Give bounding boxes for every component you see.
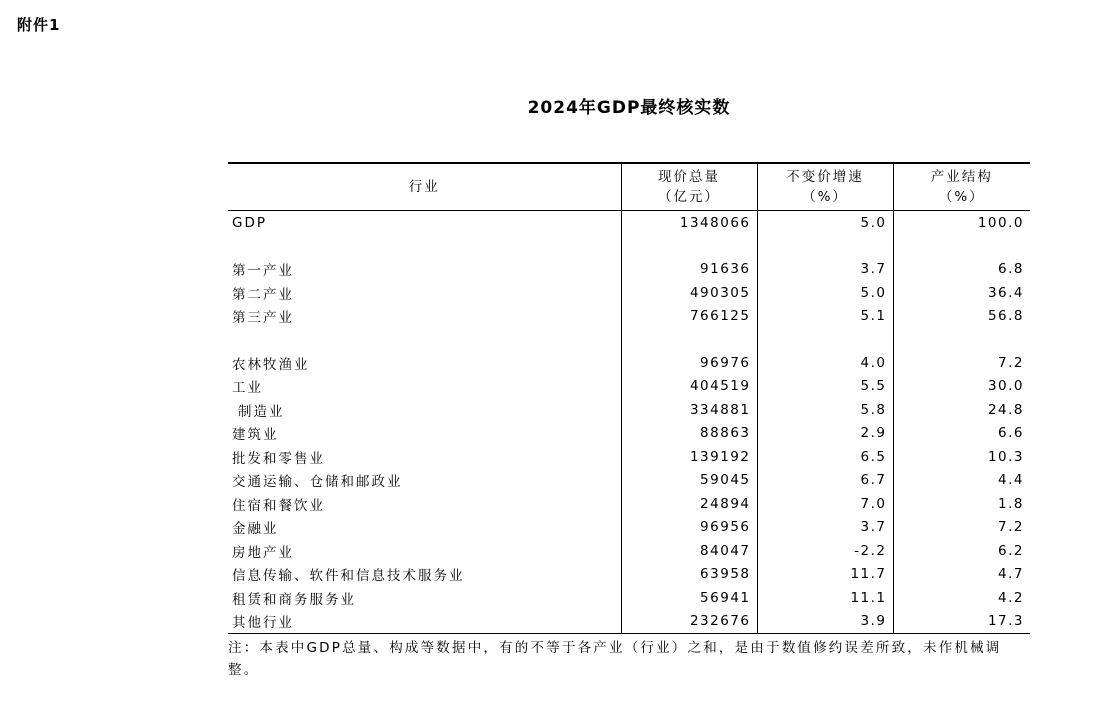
row-growth: 7.0: [757, 492, 893, 516]
row-total: 96956: [621, 516, 757, 540]
table-row: [228, 469, 1030, 493]
header-share-unit: （%）: [938, 189, 985, 205]
row-name: 批发和零售业: [232, 450, 325, 467]
row-share: 7.2: [893, 351, 1030, 375]
table-row: [228, 516, 1030, 540]
row-growth: 4.0: [757, 351, 893, 375]
attachment-label: 附件1: [17, 16, 61, 34]
gdp-table: [228, 162, 1030, 634]
row-share: 4.7: [893, 563, 1030, 587]
row-total: 404519: [621, 375, 757, 399]
row-name: 交通运输、仓储和邮政业: [232, 474, 403, 491]
row-name: 制造业: [238, 403, 285, 420]
row-total: 91636: [621, 258, 757, 282]
table-row-sub: [228, 398, 1030, 422]
header-growth-label: 不变价增速: [786, 169, 864, 185]
header-total-unit: （亿元）: [658, 189, 720, 205]
row-total: 59045: [621, 469, 757, 493]
row-name: 住宿和餐饮业: [232, 497, 325, 514]
row-growth: 5.5: [757, 375, 893, 399]
table-row: [228, 351, 1030, 375]
header-industry: [228, 163, 621, 211]
header-industry-label: 行业: [408, 179, 440, 195]
row-share: 100.0: [893, 211, 1030, 235]
table-row: [228, 422, 1030, 446]
row-name: 第二产业: [232, 286, 294, 303]
row-share: 6.6: [893, 422, 1030, 446]
table-row: [228, 375, 1030, 399]
row-growth: 11.7: [757, 563, 893, 587]
table-row: [228, 305, 1030, 329]
table-row: [228, 281, 1030, 305]
row-name: 信息传输、软件和信息技术服务业: [232, 568, 465, 585]
row-growth: 3.7: [757, 516, 893, 540]
row-share: 36.4: [893, 281, 1030, 305]
row-share: 24.8: [893, 398, 1030, 422]
row-growth: -2.2: [757, 539, 893, 563]
row-growth: 3.7: [757, 258, 893, 282]
row-name: 房地产业: [232, 544, 294, 561]
row-name: 其他行业: [228, 610, 621, 634]
row-total: 490305: [621, 281, 757, 305]
row-total: 334881: [621, 398, 757, 422]
row-growth: 5.1: [757, 305, 893, 329]
row-growth: 2.9: [757, 422, 893, 446]
header-growth-unit: （%）: [802, 189, 848, 205]
page-title: 2024年GDP最终核实数: [527, 98, 731, 118]
header-share: [893, 163, 1030, 211]
row-name: 第三产业: [232, 310, 294, 327]
row-total: 84047: [621, 539, 757, 563]
row-growth: 6.5: [757, 445, 893, 469]
row-growth: 5.0: [757, 281, 893, 305]
row-total: 63958: [621, 563, 757, 587]
row-share: 17.3: [893, 610, 1030, 634]
header-share-label: 产业结构: [930, 169, 993, 185]
row-name: 工业: [232, 380, 263, 397]
row-total: 766125: [621, 305, 757, 329]
row-share: 56.8: [893, 305, 1030, 329]
row-name: 建筑业: [232, 427, 279, 444]
row-share: 6.8: [893, 258, 1030, 282]
header-growth: [757, 163, 893, 211]
table-row: [228, 586, 1030, 610]
table-header-row: [228, 163, 1030, 211]
table-row: [228, 539, 1030, 563]
table-row-gdp: [228, 211, 1030, 235]
table-row: [228, 445, 1030, 469]
row-name: 租赁和商务服务业: [232, 591, 356, 608]
table-spacer-row: [228, 235, 1030, 258]
row-total: 232676: [621, 610, 757, 634]
row-name: 第一产业: [232, 263, 294, 280]
row-growth: 11.1: [757, 586, 893, 610]
table-row: [228, 258, 1030, 282]
row-growth: 3.9: [757, 610, 893, 634]
row-share: 30.0: [893, 375, 1030, 399]
row-growth: 6.7: [757, 469, 893, 493]
row-name: 金融业: [232, 521, 279, 538]
row-total: 56941: [621, 586, 757, 610]
row-total: 96976: [621, 351, 757, 375]
row-share: 6.2: [893, 539, 1030, 563]
table-spacer-row: [228, 328, 1030, 351]
table-row: [228, 610, 1030, 634]
row-share: 4.4: [893, 469, 1030, 493]
header-total-label: 现价总量: [658, 169, 720, 185]
row-growth: 5.0: [757, 211, 893, 235]
row-share: 4.2: [893, 586, 1030, 610]
row-share: 1.8: [893, 492, 1030, 516]
table-row: [228, 492, 1030, 516]
row-total: 1348066: [621, 211, 757, 235]
row-total: 88863: [621, 422, 757, 446]
table-row: [228, 563, 1030, 587]
header-total: [621, 163, 757, 211]
row-share: 7.2: [893, 516, 1030, 540]
row-total: 139192: [621, 445, 757, 469]
row-total: 24894: [621, 492, 757, 516]
row-name: GDP: [232, 214, 267, 231]
row-share: 10.3: [893, 445, 1030, 469]
row-growth: 5.8: [757, 398, 893, 422]
row-name: 农林牧渔业: [232, 356, 310, 373]
table-footnote: 注：本表中GDP总量、构成等数据中，有的不等于各产业（行业）之和，是由于数值修约误差所致，未作机械调整。: [228, 640, 1002, 678]
